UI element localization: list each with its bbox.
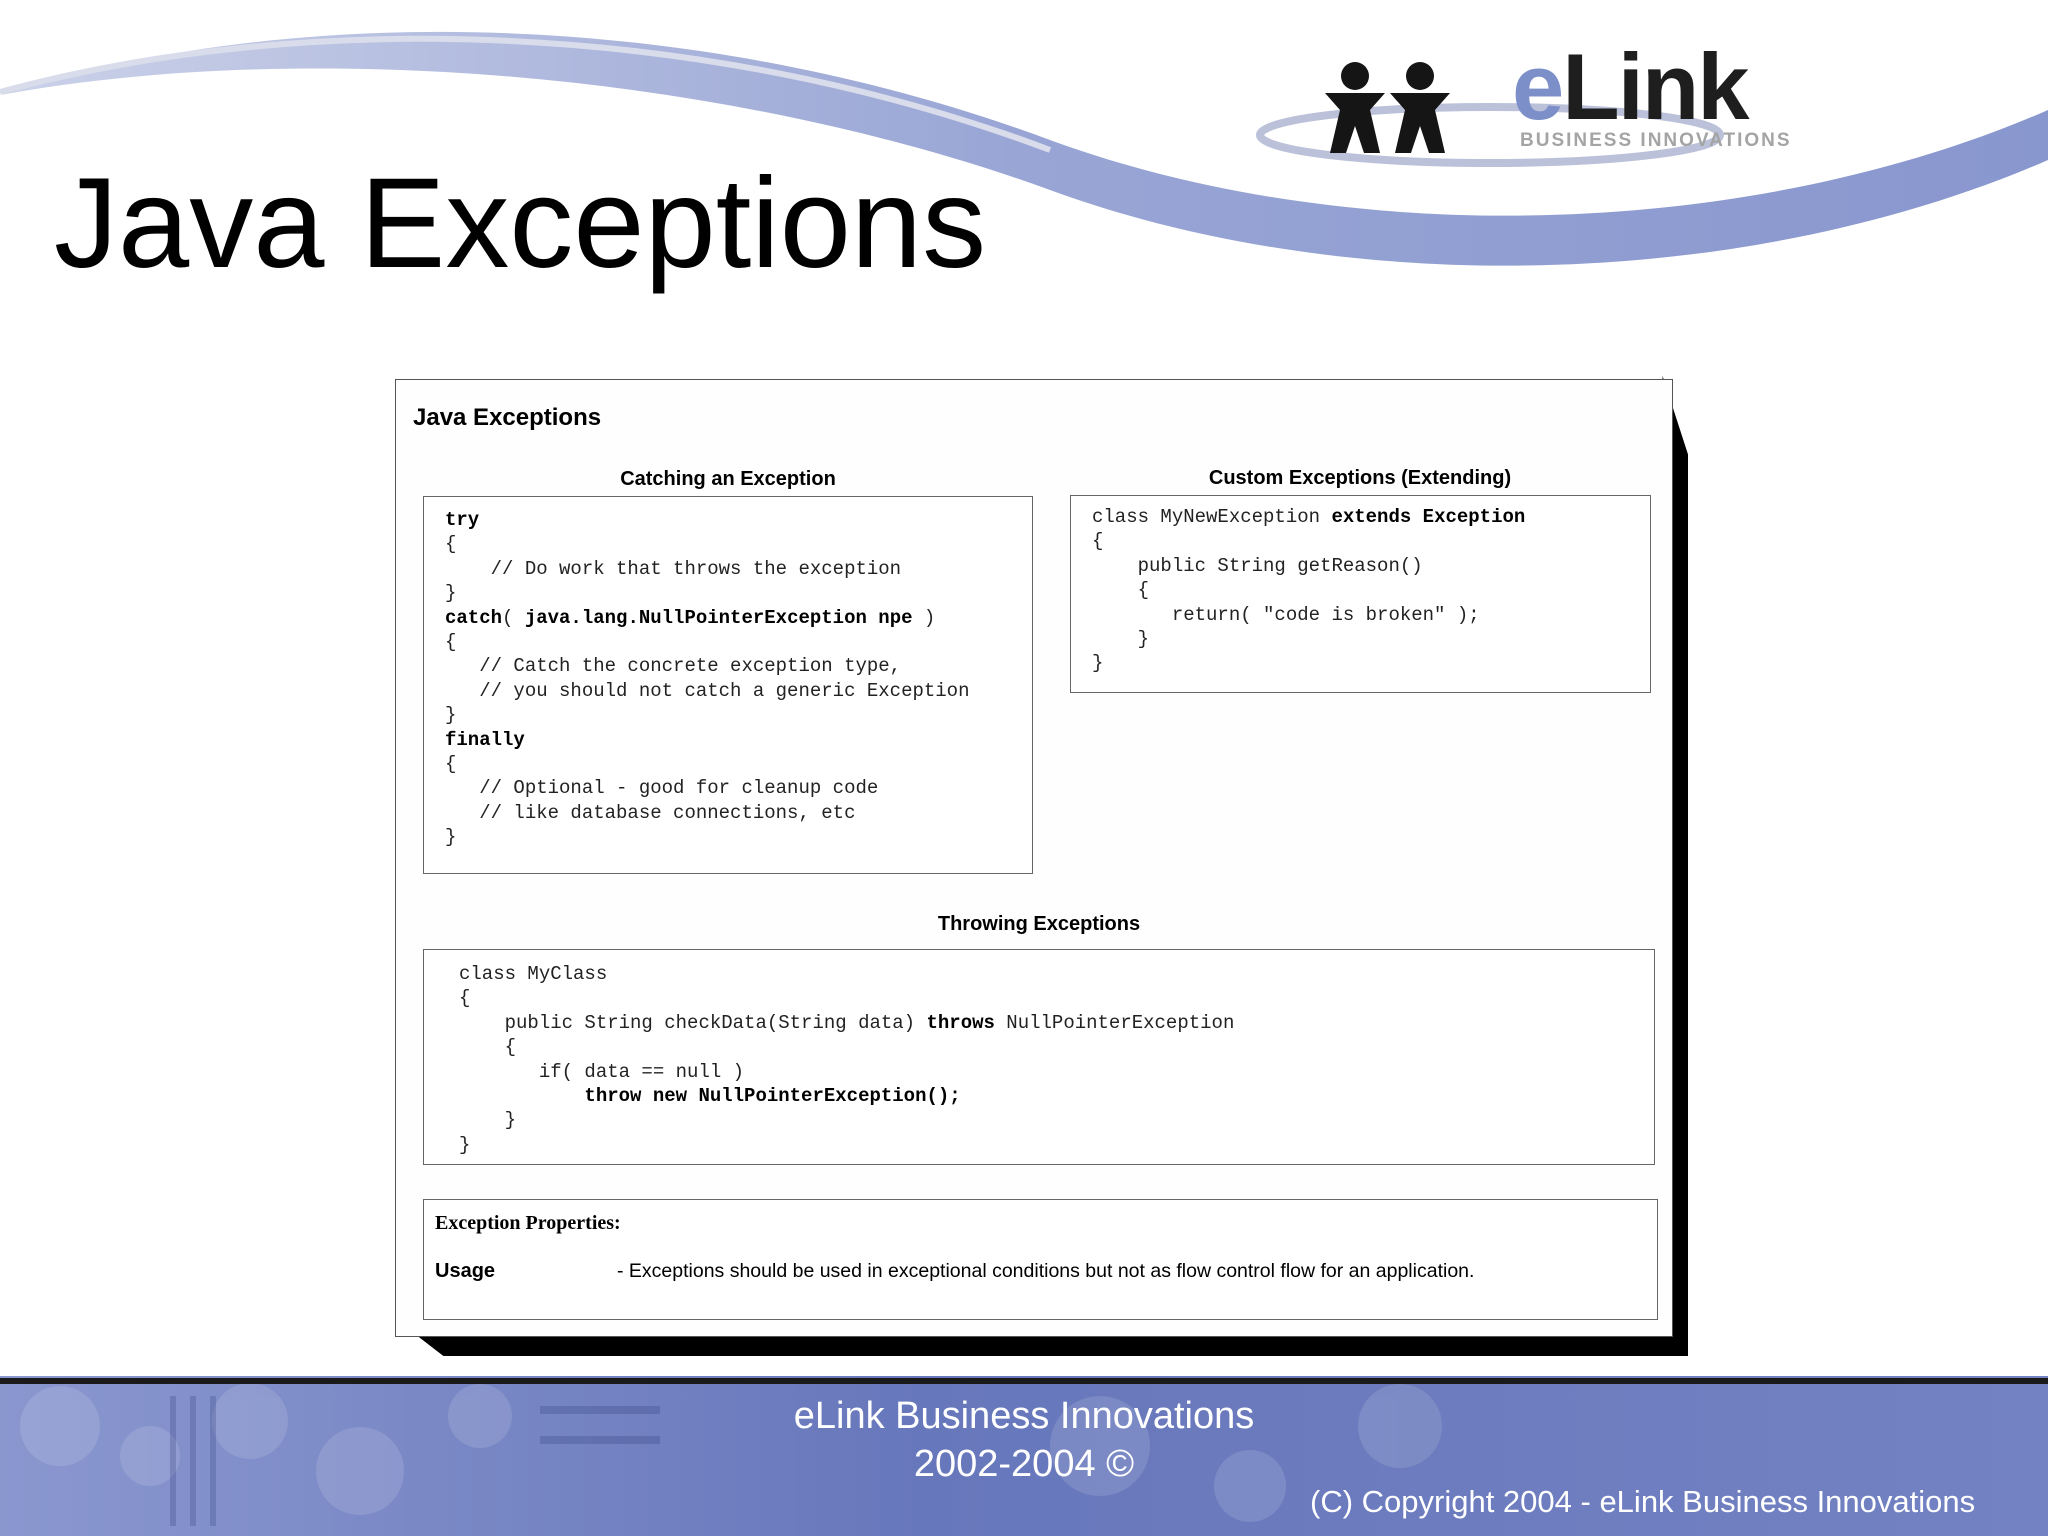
code-text: }: [459, 1133, 471, 1156]
code-text: NullPointerException: [994, 1011, 1235, 1034]
code-line: [459, 1108, 1234, 1132]
code-line: [459, 962, 1234, 986]
code-text: {: [445, 630, 457, 653]
logo-wordmark-e: e: [1512, 34, 1563, 139]
code-text: }: [445, 582, 457, 605]
throwing-label: Throwing Exceptions: [937, 913, 1141, 935]
code-line: [459, 1133, 1234, 1157]
code-keyword: throws: [926, 1011, 995, 1034]
code-keyword: catch: [445, 606, 503, 629]
code-line: [1092, 627, 1525, 651]
code-text: public String checkData(String data): [459, 1011, 927, 1034]
code-line: [445, 776, 970, 800]
code-line: [445, 532, 970, 556]
code-text: }: [1092, 627, 1150, 650]
properties-title: Exception Properties:: [435, 1212, 621, 1234]
code-text: // you should not catch a generic Exception: [445, 679, 970, 702]
card-title: Java Exceptions: [413, 404, 602, 431]
code-keyword: finally: [445, 728, 525, 751]
code-text: {: [445, 533, 457, 556]
code-text: // like database connections, etc: [445, 801, 856, 824]
catching-label: Catching an Exception: [620, 468, 836, 490]
code-line: [459, 1035, 1234, 1059]
code-line: [445, 581, 970, 605]
code-keyword: extends Exception: [1331, 506, 1526, 528]
code-line: [445, 606, 970, 630]
code-line: [1092, 578, 1525, 602]
code-line: [459, 1011, 1234, 1035]
code-text: }: [445, 704, 457, 727]
usage-label: Usage: [435, 1260, 496, 1282]
code-line: [1092, 603, 1525, 627]
code-line: [445, 703, 970, 727]
code-line: [445, 728, 970, 752]
code-line: [445, 752, 970, 776]
code-text: // Optional - good for cleanup code: [445, 777, 879, 800]
catching-code: [445, 508, 970, 849]
code-keyword: try: [445, 509, 480, 531]
catching-code-box: [423, 496, 1033, 874]
code-text: return( "code is broken" );: [1092, 603, 1480, 626]
code-text: {: [445, 752, 457, 775]
properties-box: [423, 1199, 1658, 1320]
code-keyword: java.lang.NullPointerException npe: [524, 606, 913, 629]
logo-wordmark-rest: Link: [1562, 34, 1748, 139]
footer-company: eLink Business Innovations: [793, 1395, 1255, 1437]
code-line: [1092, 554, 1525, 578]
code-line: [459, 1060, 1234, 1084]
code-text: {: [459, 987, 471, 1010]
code-line: [445, 679, 970, 703]
custom-label: Custom Exceptions (Extending): [1208, 467, 1512, 489]
logo-tagline: BUSINESS INNOVATIONS: [1520, 130, 1792, 151]
code-text: }: [445, 826, 457, 849]
throwing-code-box: [423, 949, 1655, 1165]
code-text: ): [912, 606, 936, 629]
code-text: }: [459, 1109, 517, 1132]
code-text: class MyClass: [459, 963, 608, 985]
code-line: [445, 508, 970, 532]
logo-wordmark: [1512, 34, 1748, 139]
code-line: [445, 825, 970, 849]
code-line: [459, 1084, 1234, 1108]
custom-code-box: [1070, 495, 1651, 693]
code-line: [445, 654, 970, 678]
slide-title: Java Exceptions: [54, 152, 987, 295]
code-text: // Catch the concrete exception type,: [445, 655, 902, 678]
code-text: {: [1092, 579, 1150, 602]
content-card: [395, 379, 1673, 1337]
footer-years: 2002-2004 ©: [913, 1443, 1135, 1485]
code-text: public String getReason(): [1092, 554, 1423, 577]
code-line: [445, 801, 970, 825]
code-line: [1092, 529, 1525, 553]
code-line: [1092, 651, 1525, 675]
code-text: (: [502, 606, 525, 629]
code-line: [1092, 505, 1525, 529]
code-text: // Do work that throws the exception: [445, 557, 902, 580]
code-line: [445, 557, 970, 581]
code-text: [459, 1085, 584, 1107]
code-line: [445, 630, 970, 654]
code-text: {: [459, 1036, 517, 1059]
custom-code: [1092, 505, 1525, 676]
code-text: class MyNewException: [1092, 506, 1332, 528]
usage-text: - Exceptions should be used in exceptional conditions but not as flow control flow for an application.: [617, 1260, 1475, 1282]
footer-divider: [0, 1378, 2048, 1384]
code-text: }: [1092, 652, 1104, 675]
code-keyword: throw new NullPointerException();: [584, 1084, 961, 1107]
code-text: if( data == null ): [459, 1060, 745, 1083]
throwing-code: [459, 962, 1234, 1157]
footer-copyright: (C) Copyright 2004 - eLink Business Innovations: [1310, 1484, 1976, 1519]
code-text: {: [1092, 530, 1104, 553]
code-line: [459, 986, 1234, 1010]
